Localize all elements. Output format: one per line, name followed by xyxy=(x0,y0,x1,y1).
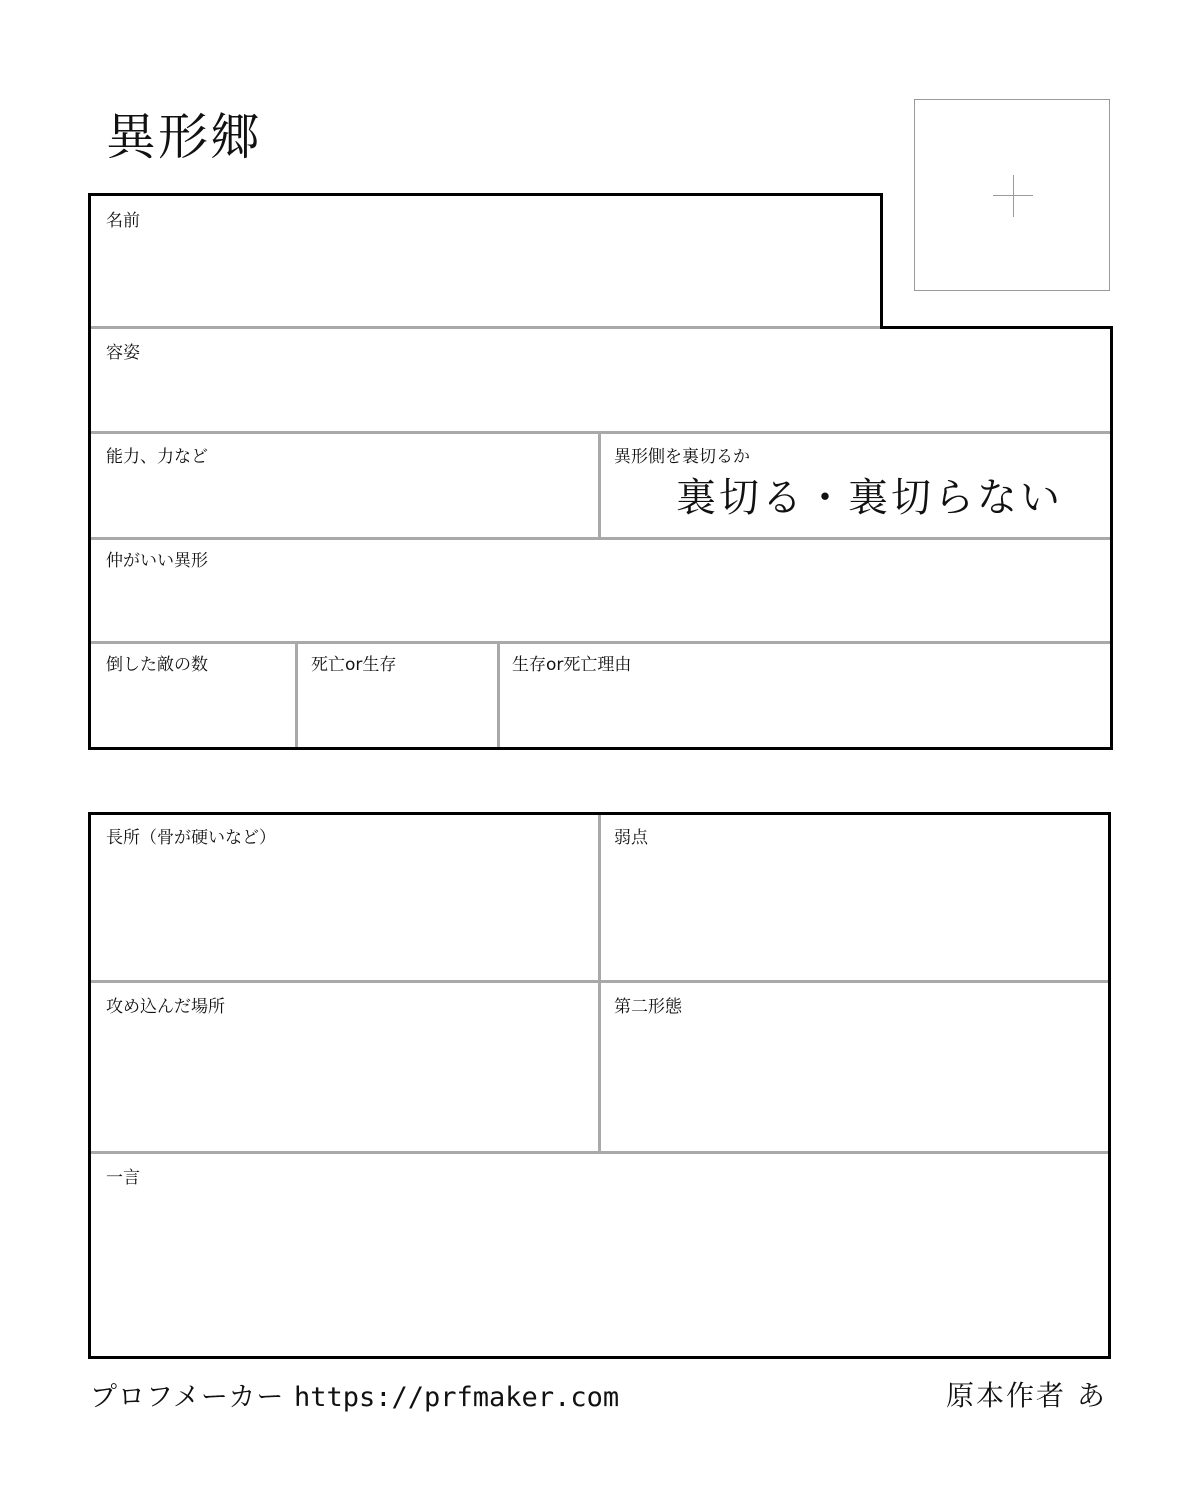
weakness-label: 弱点 xyxy=(614,828,648,848)
appearance-label: 容姿 xyxy=(106,343,140,363)
name-field[interactable] xyxy=(91,196,880,326)
betray-label: 異形側を裏切るか xyxy=(614,447,750,467)
maker-url[interactable]: https://prfmaker.com xyxy=(293,1382,620,1413)
photo-upload-box[interactable] xyxy=(914,99,1110,291)
dead-alive-label: 死亡or生存 xyxy=(311,655,397,675)
friends-field[interactable] xyxy=(91,540,1110,641)
appearance-field[interactable] xyxy=(91,329,1110,431)
page-title: 異形郷 xyxy=(106,108,262,166)
second-form-label: 第二形態 xyxy=(614,997,682,1017)
weakness-field[interactable] xyxy=(601,815,1108,980)
betray-options[interactable]: 裏切る・裏切らない xyxy=(676,475,1063,521)
reason-label: 生存or死亡理由 xyxy=(512,655,632,675)
invaded-label: 攻め込んだ場所 xyxy=(106,997,225,1017)
name-label: 名前 xyxy=(106,211,140,231)
maker-name: プロフメーカー xyxy=(90,1382,285,1413)
strengths-label: 長所（骨が硬いなど） xyxy=(106,828,276,848)
comment-label: 一言 xyxy=(106,1168,140,1188)
defeated-label: 倒した敵の数 xyxy=(106,655,208,675)
footer-credit xyxy=(90,1375,619,1414)
original-author: 原本作者 あ xyxy=(946,1379,1107,1412)
comment-field[interactable] xyxy=(91,1154,1108,1356)
ability-label: 能力、力など xyxy=(106,447,208,467)
friends-label: 仲がいい異形 xyxy=(106,551,208,571)
